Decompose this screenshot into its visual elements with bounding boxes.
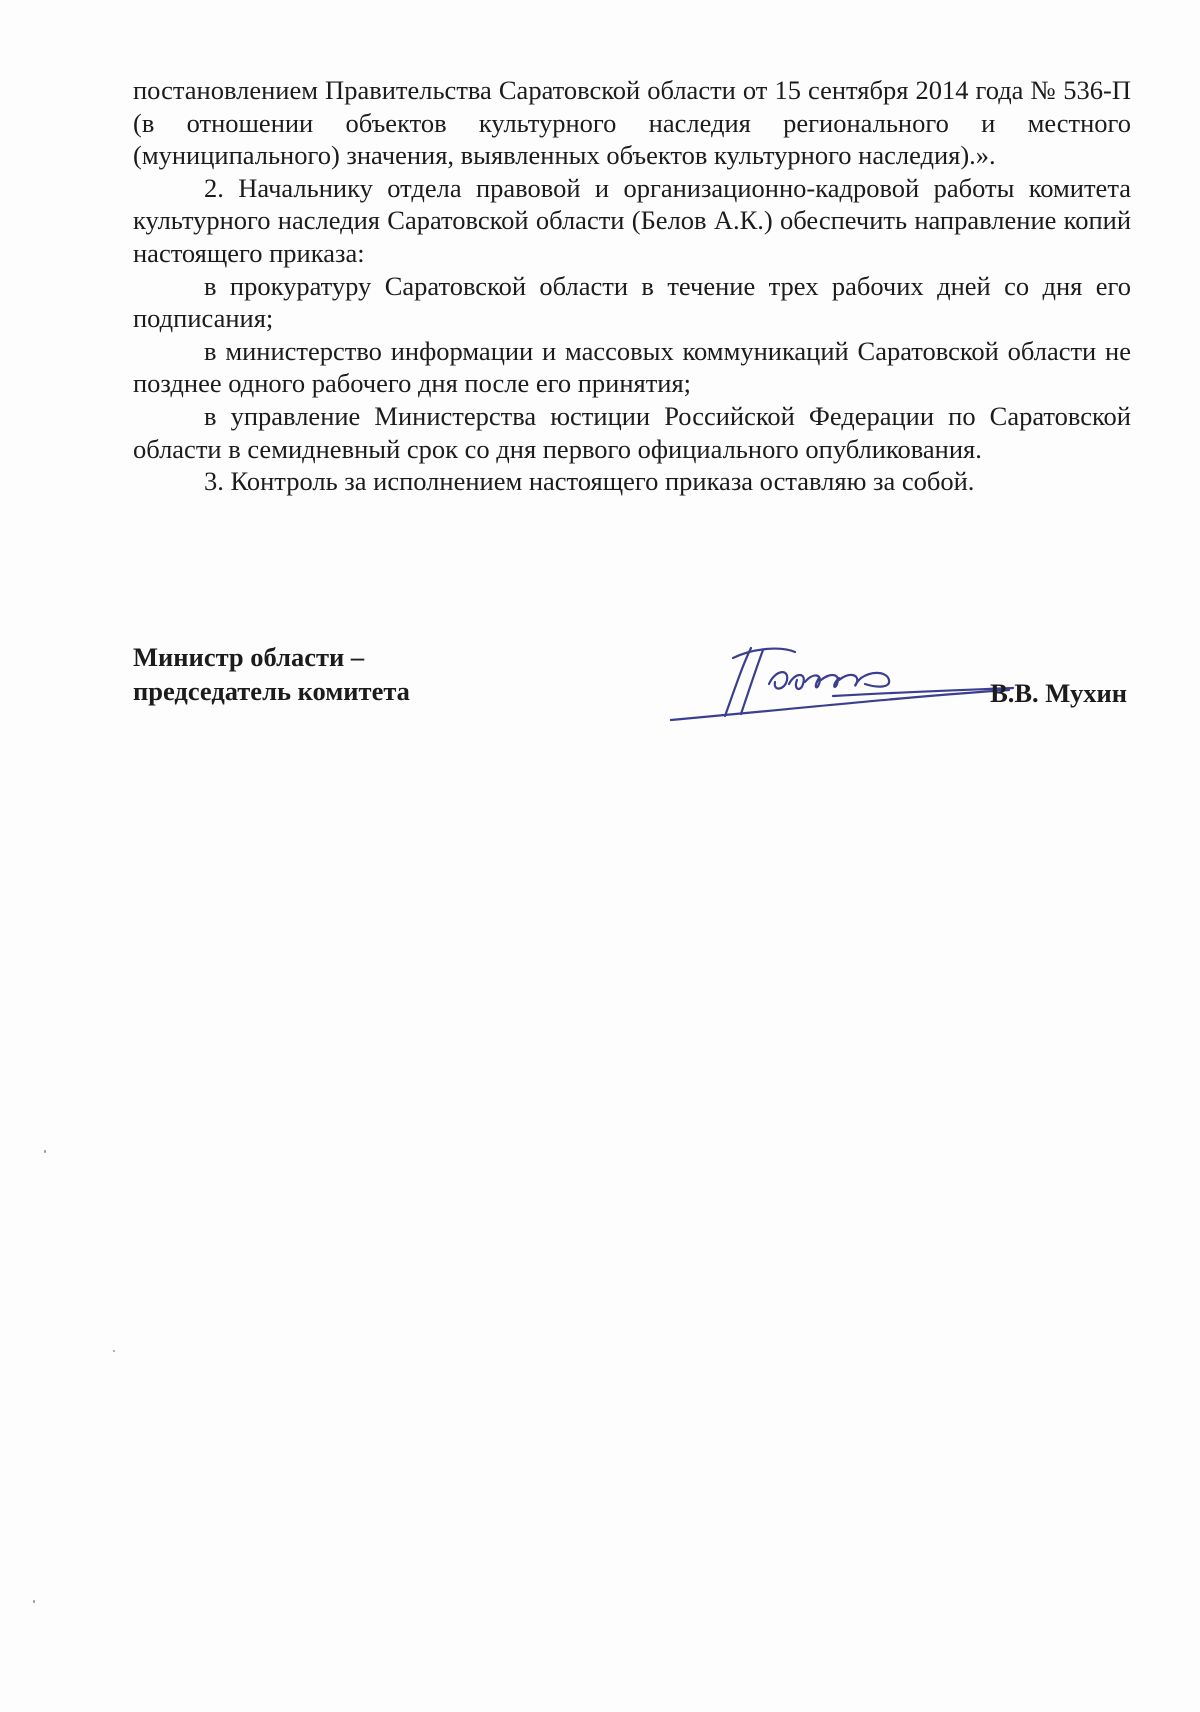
signer-name: В.В. Мухин [990, 678, 1127, 708]
paragraph-continuation: постановлением Правительства Саратовской области от 15 сентября 2014 года № 536-П (в отношении объектов культурного наследия регионального и местного (муниципального) значения, выявленных объектов культурного наследия).». [133, 75, 1131, 171]
document-body [133, 74, 1131, 498]
scan-speck [33, 1600, 35, 1603]
paragraph-prosecutor: в прокуратуру Саратовской области в течение трех рабочих дней со дня его подписания; [133, 270, 1131, 334]
position-line-1: Министр области – [133, 642, 365, 672]
scan-speck [113, 1350, 115, 1352]
paragraph-ministry-justice: в управление Министерства юстиции Российской Федерации по Саратовской области в семидневный срок со дня первого официального опубликования. [133, 400, 1131, 464]
paragraph-item-2: 2. Начальнику отдела правовой и организационно-кадровой работы комитета культурного наследия Саратовской области (Белов А.К.) обеспечить направление копий настоящего приказа: [133, 172, 1131, 268]
paragraph-ministry-information: в министерство информации и массовых коммуникаций Саратовской области не позднее одного рабочего дня после его принятия; [133, 335, 1131, 399]
signer-position [133, 640, 410, 708]
handwritten-signature-icon [663, 644, 1043, 722]
paragraph-item-3: 3. Контроль за исполнением настоящего приказа оставляю за собой. [204, 466, 975, 497]
scan-speck [44, 1150, 46, 1153]
signature-block [133, 640, 1131, 720]
position-line-2: председатель комитета [133, 676, 410, 706]
